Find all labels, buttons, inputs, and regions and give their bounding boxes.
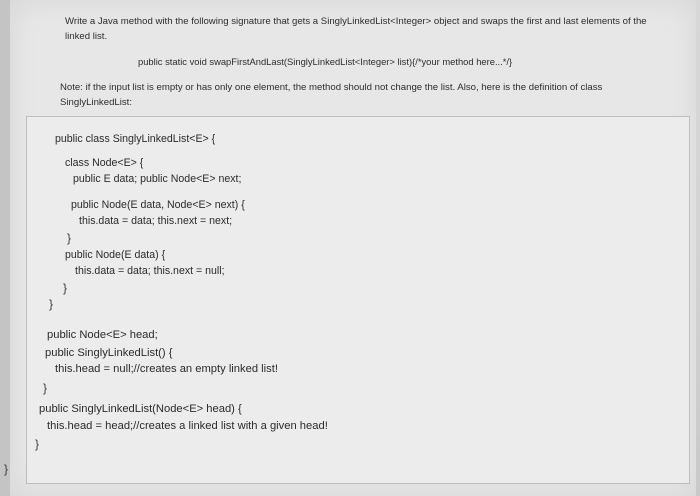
node-fields: public E data; public Node<E> next; [73,173,242,185]
closing-brace: } [49,297,54,311]
closing-brace: } [67,231,72,245]
list-constructor-1: public SinglyLinkedList() { [45,347,173,359]
closing-brace: } [43,381,48,395]
node-constructor-1: public Node(E data, Node<E> next) { [71,199,245,211]
closing-brace: } [35,437,40,451]
list-constructor-2-body: this.head = head;//creates a linked list with a given head! [47,420,328,432]
code-block [26,116,690,484]
closing-brace: } [4,462,9,476]
question-prompt: Write a Java method with the following signature that gets a SinglyLinkedList<Integer> object and swaps the first and last elements of the linked list. [65,16,647,42]
question-note: Note: if the input list is empty or has only one element, the method should not change the list. Also, here is the definition of class SinglyLinkedList: [60,82,603,108]
method-signature: public static void swapFirstAndLast(SinglyLinkedList<Integer> list){/*your method here...*/} [138,56,513,67]
head-field: public Node<E> head; [47,329,158,341]
list-constructor-1-body: this.head = null;//creates an empty linked list! [55,363,278,375]
closing-brace: } [63,281,68,295]
page-edge [0,0,10,496]
list-constructor-2: public SinglyLinkedList(Node<E> head) { [39,403,242,415]
node-constructor-2: public Node(E data) { [65,249,166,261]
node-class-declaration: class Node<E> { [65,157,144,169]
class-declaration: public class SinglyLinkedList<E> { [55,133,216,145]
node-constructor-1-body: this.data = data; this.next = next; [79,215,233,227]
node-constructor-2-body: this.data = data; this.next = null; [75,265,225,277]
question-page [4,0,696,496]
